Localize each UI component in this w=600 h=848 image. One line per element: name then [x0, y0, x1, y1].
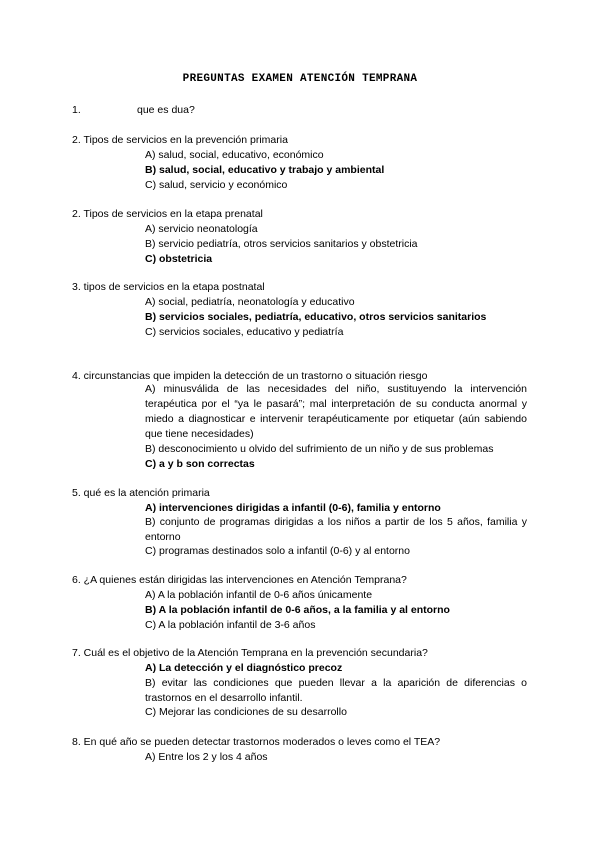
question-text: 2. Tipos de servicios en la prevención primaria: [72, 134, 288, 146]
question-text: 2. Tipos de servicios en la etapa prenatal: [72, 208, 263, 220]
option: C) Mejorar las condiciones de su desarrollo: [145, 706, 347, 718]
option-correct: B) A la población infantil de 0-6 años, a la familia y al entorno: [145, 604, 450, 616]
question-text: 3. tipos de servicios en la etapa postnatal: [72, 281, 265, 293]
option-correct: B) salud, social, educativo y trabajo y ambiental: [145, 164, 385, 176]
option: B) desconocimiento u olvido del sufrimiento de un niño y de sus problemas: [145, 443, 494, 455]
option-correct: A) intervenciones dirigidas a infantil (0-6), familia y entorno: [145, 502, 441, 514]
option: B) conjunto de programas dirigidas a los niños a partir de los 5 años, familia y entorno: [145, 516, 527, 543]
option: B) servicio pediatría, otros servicios sanitarios y obstetricia: [145, 238, 418, 250]
option: C) salud, servicio y económico: [145, 179, 288, 191]
question-text: 4. circunstancias que impiden la detección de un trastorno o situación riesgo: [72, 370, 428, 382]
option: A) social, pediatría, neonatología y educativo: [145, 296, 355, 308]
option-correct: B) servicios sociales, pediatría, educativo, otros servicios sanitarios: [145, 311, 487, 323]
question-text: 8. En qué año se pueden detectar trastornos moderados o leves como el TEA?: [72, 736, 441, 748]
question-text: que es dua?: [137, 104, 195, 116]
option-correct: A) La detección y el diagnóstico precoz: [145, 662, 343, 674]
question-text: 5. qué es la atención primaria: [72, 487, 210, 499]
option-correct: C) a y b son correctas: [145, 458, 255, 470]
option-correct: C) obstetricia: [145, 253, 213, 265]
question-number: 1.: [72, 104, 81, 116]
question-text: 6. ¿A quienes están dirigidas las intervenciones en Atención Temprana?: [72, 574, 407, 586]
question-text: 7. Cuál es el objetivo de la Atención Temprana en la prevención secundaria?: [72, 647, 428, 659]
option: C) A la población infantil de 3-6 años: [145, 619, 316, 631]
option: A) A la población infantil de 0-6 años únicamente: [145, 589, 373, 601]
option: B) evitar las condiciones que pueden llevar a la aparición de diferencias o trastornos en el desarrollo infantil.: [145, 677, 527, 704]
option: A) Entre los 2 y los 4 años: [145, 751, 268, 763]
page-title: PREGUNTAS EXAMEN ATENCIÓN TEMPRANA: [182, 73, 418, 85]
option: A) minusválida de las necesidades del niño, sustituyendo la intervención terapéutica por el “ya le pasará”; mal interpretación de su conducta anormal y miedo a diagnosticar e intervenir terapéuticamente por etiquetar (aún sabiendo que tiene necesidades): [145, 383, 527, 440]
option: A) salud, social, educativo, económico: [145, 149, 324, 161]
option: C) programas destinados solo a infantil (0-6) y al entorno: [145, 545, 410, 557]
option: C) servicios sociales, educativo y pediatría: [145, 326, 344, 338]
option: A) servicio neonatología: [145, 223, 258, 235]
